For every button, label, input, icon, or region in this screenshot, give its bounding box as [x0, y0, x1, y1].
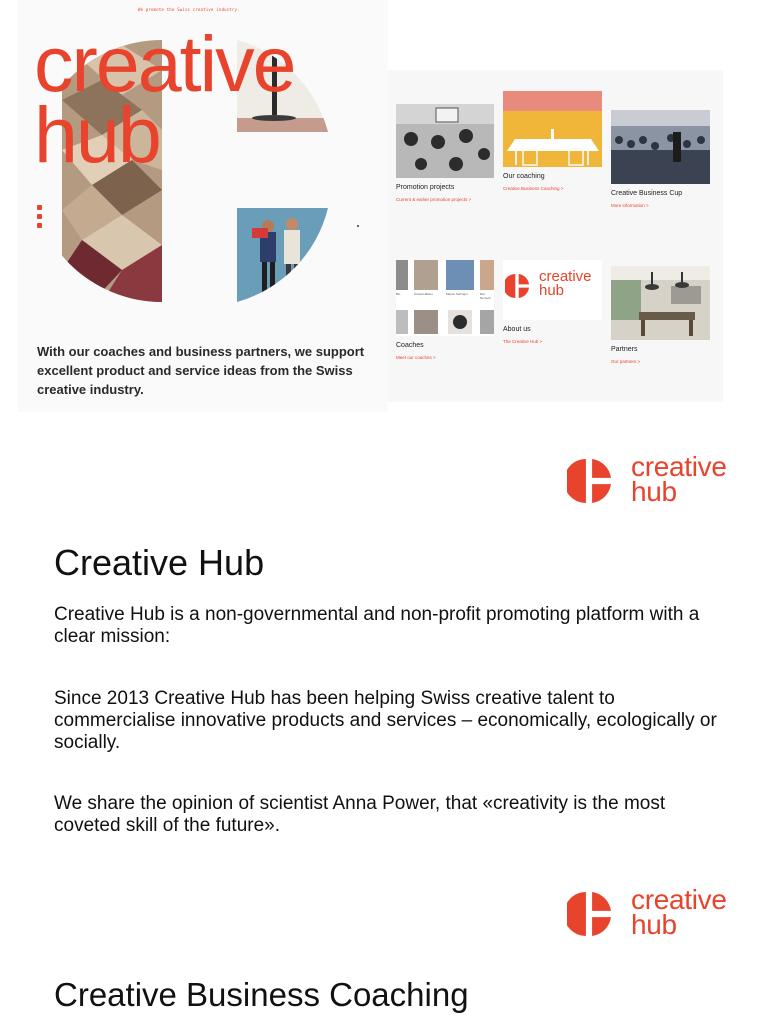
coach-name: Marcel Spiringer	[446, 292, 468, 296]
instagram-icon[interactable]	[37, 214, 42, 219]
event-audience-image	[611, 110, 710, 184]
paragraph-mission: Creative Hub is a non-governmental and non-profit promoting platform with a clear mission:	[54, 604, 700, 647]
website-screenshot	[0, 0, 768, 412]
linkedin-icon[interactable]	[37, 223, 42, 228]
scroll-indicator-dot	[357, 225, 359, 227]
tile-title: About us	[503, 326, 531, 333]
creative-hub-logo-icon	[567, 892, 611, 936]
tile-title: Coaches	[396, 342, 424, 349]
paragraph-since-2013: Since 2013 Creative Hub has been helping Swiss creative talent to commercialise innovative products and services – economically, ecologically or socially.	[54, 688, 717, 753]
creative-hub-logo-icon	[505, 274, 529, 298]
coach-name: Bio	[396, 292, 401, 296]
logo-line1: creative	[631, 451, 727, 482]
paragraph-anna-power: We share the opinion of scientist Anna Power, that «creativity is the most coveted skill of the future».	[54, 793, 666, 836]
tile-title: Our coaching	[503, 173, 545, 180]
tile-title: Creative Business Cup	[611, 190, 683, 197]
tile-link[interactable]: Creative Business Coaching >	[503, 186, 564, 191]
creative-hub-logo-icon	[567, 459, 611, 503]
tile-link[interactable]: Current & earlier promotion projects >	[396, 197, 472, 202]
creative-hub-logo	[567, 451, 757, 507]
hero-title	[34, 19, 295, 179]
social-links	[37, 205, 42, 232]
tile-about-us[interactable]	[503, 260, 602, 344]
tile-logo-text	[539, 270, 592, 298]
tile-link[interactable]: Meet our coaches >	[396, 355, 436, 360]
logo-line1: creative	[631, 884, 727, 915]
tile-coaches[interactable]	[396, 260, 494, 360]
logo-text	[631, 884, 727, 940]
facebook-icon[interactable]	[37, 205, 42, 210]
tile-logo-card	[503, 260, 602, 320]
tile-our-coaching[interactable]	[503, 91, 602, 191]
tile-link[interactable]: The Creative Hub >	[503, 339, 543, 344]
coach-name: Ursula Hälsim	[414, 292, 433, 296]
section-heading-creative-hub: Creative Hub	[54, 542, 265, 583]
logo-text	[631, 451, 727, 507]
tile-link[interactable]: More information >	[611, 203, 649, 208]
coach-name: Dal Nemeth	[480, 292, 491, 300]
people-image	[237, 208, 337, 302]
logo-line2: hub	[631, 909, 677, 940]
tile-title: Promotion projects	[396, 184, 455, 191]
creative-hub-logo-2	[567, 884, 757, 940]
tile-logo-line2: hub	[539, 282, 565, 299]
section-heading-business-coaching: Creative Business Coaching	[54, 976, 469, 1013]
hero-tagline: We promote the Swiss creative industry.	[138, 7, 240, 12]
hero-intro-text: With our coaches and business partners, we support excellent product and service ideas from the Swiss creative industry.	[37, 344, 365, 397]
hero-title-line2: hub	[34, 90, 160, 179]
tile-partners[interactable]	[611, 266, 710, 364]
tile-logo-line1: creative	[539, 268, 592, 285]
logo-line2: hub	[631, 476, 677, 507]
tile-creative-business-cup[interactable]	[611, 110, 710, 208]
hero-title-line1: creative	[34, 19, 295, 108]
table-room-image	[503, 91, 602, 167]
office-interior-image	[611, 266, 710, 340]
tile-promotion-projects[interactable]	[396, 104, 494, 202]
tile-link[interactable]: Our partners >	[611, 359, 641, 364]
tile-title: Partners	[611, 346, 638, 353]
mixer-knobs-image	[396, 104, 494, 178]
